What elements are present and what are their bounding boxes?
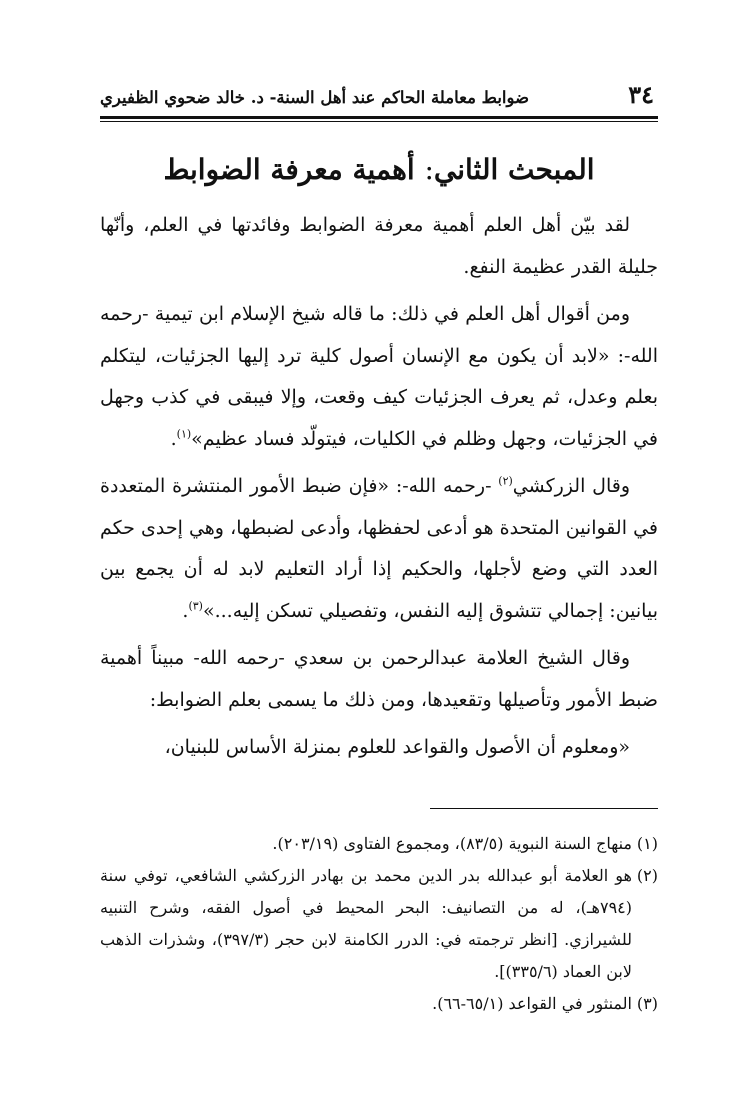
section-heading-title: أهمية معرفة الضوابط [163, 153, 415, 186]
footnotes [100, 828, 658, 1020]
running-header [100, 80, 658, 120]
footnote-ref-3: (٣) [188, 599, 203, 613]
paragraph-2 [100, 294, 658, 460]
section-heading [100, 148, 658, 192]
paragraph-5: «ومعلوم أن الأصول والقواعد للعلوم بمنزلة الأساس للبنيان، [164, 736, 630, 758]
paragraph-2-end: . [170, 427, 177, 450]
header-rule-thin [100, 121, 658, 122]
footnote-1-number: (١) [636, 834, 658, 853]
footnote-2 [100, 860, 658, 988]
header-rule-thick [100, 116, 658, 119]
paragraph-3-end: . [182, 599, 189, 622]
body-text [100, 205, 658, 769]
paragraph-3 [100, 466, 658, 632]
paragraph-3-text-b: -رحمه الله-: «فإن ضبط الأمور المنتشرة المتعددة في القوانين المتحدة هو أدعى لحفظها، وأدعى لضبطها، وهي إحدى حكم العدد التي وضع لأجلها، والحكيم إذا أراد التعليم لابد له أن يجمع بين بيانين: إجمالي تتشوق إليه النفس، وتفصيلي تسكن إليه...» [100, 475, 658, 622]
footnote-1 [100, 828, 658, 860]
running-header-title: ضوابط معاملة الحاكم عند أهل السنة- د. خالد ضحوي الظفيري [100, 88, 530, 107]
footnote-separator [430, 808, 658, 809]
paragraph-4: وقال الشيخ العلامة عبدالرحمن بن سعدي -رحمه الله- مبيناً أهمية ضبط الأمور وتأصيلها وتقعيدها، ومن ذلك ما يسمى بعلم الضوابط: [100, 647, 658, 711]
footnote-3-number: (٣) [636, 994, 658, 1013]
footnote-1-text: منهاج السنة النبوية (٨٣/٥)، ومجموع الفتاوى (٢٠٣/١٩). [272, 834, 632, 853]
footnote-ref-2: (٢) [498, 474, 513, 488]
paragraph-1: لقد بيّن أهل العلم أهمية معرفة الضوابط وفائدتها في العلم، وأنّها جليلة القدر عظيمة النفع. [100, 214, 658, 278]
footnote-3 [100, 988, 658, 1020]
footnote-ref-1: (١) [176, 427, 192, 441]
footnote-2-number: (٢) [636, 866, 658, 885]
footnote-2-text: هو العلامة أبو عبدالله بدر الدين محمد بن بهادر الزركشي الشافعي، توفي سنة (٧٩٤هـ)، له من التصانيف: البحر المحيط في أصول الفقه، وشرح التنبيه للشيرازي. [انظر ترجمته في: الدرر الكامنة لابن حجر (٣٩٧/٣)، وشذرات الذهب لابن العماد (٣٣٥/٦)]. [100, 866, 632, 981]
paragraph-3-text-a: وقال الزركشي [512, 475, 630, 497]
section-heading-colon: : [424, 153, 434, 186]
section-heading-prefix: المبحث الثاني [433, 153, 595, 186]
page-number: ٣٤ [628, 80, 654, 109]
footnote-3-text: المنثور في القواعد (٦٥/١-٦٦). [432, 994, 632, 1013]
paragraph-2-text: ومن أقوال أهل العلم في ذلك: ما قاله شيخ الإسلام ابن تيمية -رحمه الله-: «لابد أن يكون مع الإنسان أصول كلية ترد إليها الجزئيات، ليتكلم بعلم وعدل، ثم يعرف الجزئيات كيف وقعت، وإلا فيبقى في كذب وجهل في الجزئيات، وجهل وظلم في الكليات، فيتولّد فساد عظيم» [100, 303, 658, 450]
